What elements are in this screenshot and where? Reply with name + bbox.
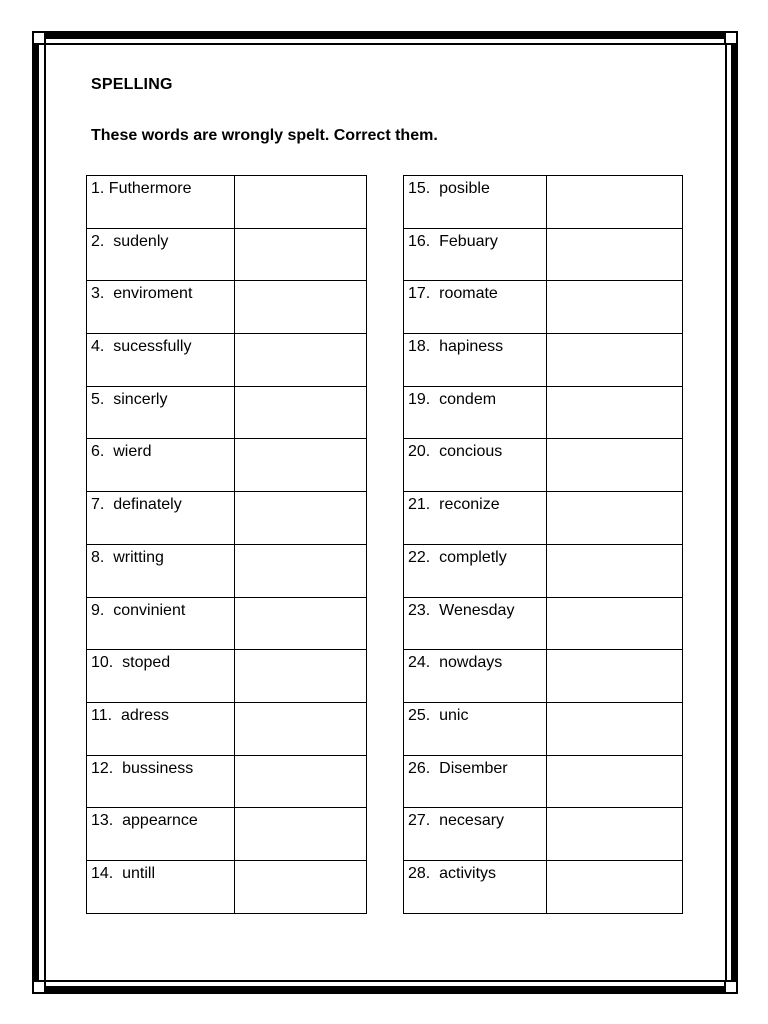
table-row xyxy=(87,228,367,281)
misspelled-word-cell xyxy=(404,228,547,281)
misspelled-word: 27. necesary xyxy=(408,812,505,830)
misspelled-word-cell xyxy=(87,334,235,387)
answer-cell[interactable] xyxy=(235,228,367,281)
word-table-left xyxy=(86,175,367,914)
misspelled-word-cell xyxy=(87,755,235,808)
answer-cell[interactable] xyxy=(235,860,367,913)
table-row xyxy=(404,492,683,545)
answer-cell[interactable] xyxy=(235,755,367,808)
table-row xyxy=(87,597,367,650)
table-row xyxy=(87,439,367,492)
misspelled-word: 20. concious xyxy=(408,443,503,461)
answer-cell[interactable] xyxy=(235,176,367,229)
table-row xyxy=(404,228,683,281)
misspelled-word: 11. adress xyxy=(91,706,169,724)
misspelled-word: 18. hapiness xyxy=(408,338,504,356)
answer-cell[interactable] xyxy=(235,544,367,597)
table-row xyxy=(404,439,683,492)
table-row xyxy=(404,755,683,808)
table-row xyxy=(87,176,367,229)
misspelled-word-cell xyxy=(404,281,547,334)
misspelled-word-cell xyxy=(87,544,235,597)
table-row xyxy=(87,386,367,439)
table-row xyxy=(404,597,683,650)
table-row xyxy=(404,650,683,703)
misspelled-word: 22. completly xyxy=(408,548,507,566)
border-corner-bottom-right xyxy=(724,980,738,994)
misspelled-word-cell xyxy=(404,439,547,492)
misspelled-word-cell xyxy=(87,597,235,650)
table-row xyxy=(404,808,683,861)
misspelled-word-cell xyxy=(404,176,547,229)
table-row xyxy=(87,544,367,597)
misspelled-word: 26. Disember xyxy=(408,759,508,777)
answer-cell[interactable] xyxy=(547,755,683,808)
answer-cell[interactable] xyxy=(235,492,367,545)
answer-cell[interactable] xyxy=(547,228,683,281)
misspelled-word-cell xyxy=(404,544,547,597)
worksheet-instructions: These words are wrongly spelt. Correct them. xyxy=(91,127,438,144)
misspelled-word-cell xyxy=(404,808,547,861)
misspelled-word-cell xyxy=(404,492,547,545)
word-table-right xyxy=(403,175,683,914)
misspelled-word: 12. bussiness xyxy=(91,759,194,777)
misspelled-word: 25. unic xyxy=(408,706,469,724)
misspelled-word-cell xyxy=(87,702,235,755)
answer-cell[interactable] xyxy=(235,439,367,492)
misspelled-word-cell xyxy=(404,650,547,703)
table-row xyxy=(87,334,367,387)
misspelled-word-cell xyxy=(87,176,235,229)
misspelled-word-cell xyxy=(404,755,547,808)
misspelled-word-cell xyxy=(87,439,235,492)
misspelled-word-cell xyxy=(87,281,235,334)
misspelled-word: 10. stoped xyxy=(91,654,171,672)
misspelled-word: 1. Futhermore xyxy=(91,180,192,197)
misspelled-word-cell xyxy=(404,702,547,755)
misspelled-word-cell xyxy=(87,228,235,281)
answer-cell[interactable] xyxy=(235,334,367,387)
answer-cell[interactable] xyxy=(547,860,683,913)
answer-cell[interactable] xyxy=(235,597,367,650)
table-row xyxy=(87,755,367,808)
table-row xyxy=(87,702,367,755)
answer-cell[interactable] xyxy=(547,176,683,229)
misspelled-word: 4. sucessfully xyxy=(91,338,192,356)
table-row xyxy=(404,281,683,334)
misspelled-word: 17. roomate xyxy=(408,285,498,303)
misspelled-word: 7. definately xyxy=(91,496,182,514)
misspelled-word: 2. sudenly xyxy=(91,232,169,250)
answer-cell[interactable] xyxy=(547,281,683,334)
misspelled-word: 21. reconize xyxy=(408,496,500,514)
worksheet-title: SPELLING xyxy=(91,76,173,93)
answer-cell[interactable] xyxy=(235,386,367,439)
misspelled-word: 3. enviroment xyxy=(91,285,193,303)
misspelled-word: 19. condem xyxy=(408,390,497,408)
answer-cell[interactable] xyxy=(547,650,683,703)
border-corner-top-right xyxy=(724,31,738,45)
misspelled-word: 16. Febuary xyxy=(408,232,498,250)
misspelled-word-cell xyxy=(404,386,547,439)
answer-cell[interactable] xyxy=(235,808,367,861)
misspelled-word-cell xyxy=(404,860,547,913)
misspelled-word-cell xyxy=(87,492,235,545)
misspelled-word: 28. activitys xyxy=(408,864,497,882)
table-row xyxy=(87,860,367,913)
misspelled-word-cell xyxy=(87,650,235,703)
answer-cell[interactable] xyxy=(547,334,683,387)
answer-cell[interactable] xyxy=(547,702,683,755)
misspelled-word-cell xyxy=(87,808,235,861)
answer-cell[interactable] xyxy=(235,650,367,703)
table-row xyxy=(87,808,367,861)
misspelled-word-cell xyxy=(87,386,235,439)
answer-cell[interactable] xyxy=(547,808,683,861)
misspelled-word-cell xyxy=(87,860,235,913)
misspelled-word: 24. nowdays xyxy=(408,654,503,672)
misspelled-word-cell xyxy=(404,597,547,650)
misspelled-word: 6. wierd xyxy=(91,443,152,461)
table-row xyxy=(404,386,683,439)
table-row xyxy=(87,492,367,545)
misspelled-word: 23. Wenesday xyxy=(408,601,515,619)
misspelled-word: 14. untill xyxy=(91,864,156,882)
misspelled-word: 8. writting xyxy=(91,548,164,566)
misspelled-word: 13. appearnce xyxy=(91,812,198,830)
answer-cell[interactable] xyxy=(547,492,683,545)
table-row xyxy=(404,702,683,755)
misspelled-word: 15. posible xyxy=(408,180,490,197)
answer-cell[interactable] xyxy=(547,439,683,492)
border-corner-top-left xyxy=(32,31,46,45)
misspelled-word: 9. convinient xyxy=(91,601,186,619)
table-row xyxy=(404,544,683,597)
table-row xyxy=(404,860,683,913)
answer-cell[interactable] xyxy=(235,702,367,755)
misspelled-word: 5. sincerly xyxy=(91,390,168,408)
border-corner-bottom-left xyxy=(32,980,46,994)
answer-cell[interactable] xyxy=(547,544,683,597)
table-row xyxy=(404,334,683,387)
answer-cell[interactable] xyxy=(547,386,683,439)
table-row xyxy=(404,176,683,229)
answer-cell[interactable] xyxy=(235,281,367,334)
misspelled-word-cell xyxy=(404,334,547,387)
answer-cell[interactable] xyxy=(547,597,683,650)
table-row xyxy=(87,281,367,334)
table-row xyxy=(87,650,367,703)
